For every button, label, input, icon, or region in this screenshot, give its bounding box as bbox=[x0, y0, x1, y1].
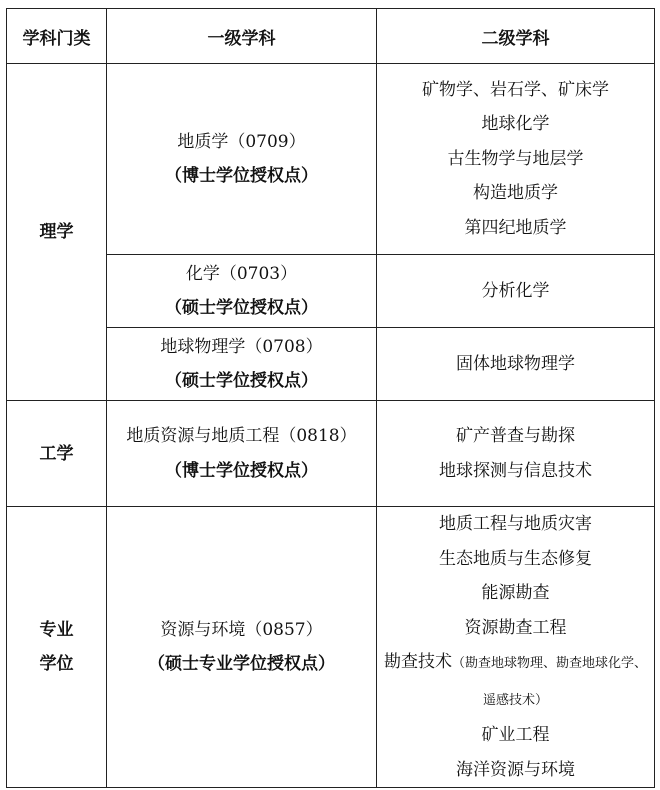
second-level-item: 地球探测与信息技术 bbox=[439, 460, 592, 481]
category-professional bbox=[7, 507, 107, 788]
second-level-item: 分析化学 bbox=[481, 280, 550, 301]
second-level-item-survey bbox=[377, 645, 654, 718]
table-row bbox=[7, 401, 655, 507]
first-level-name: 资源与环境（0857） bbox=[160, 619, 323, 640]
second-level-item: 能源勘查 bbox=[481, 583, 550, 603]
second-level-item: 矿产普查与勘探 bbox=[456, 426, 575, 446]
first-level-cell bbox=[107, 507, 377, 788]
second-level-item: 古生物学与地层学 bbox=[447, 148, 584, 169]
first-level-cell bbox=[107, 255, 377, 328]
second-level-cell bbox=[377, 255, 655, 328]
first-level-cell bbox=[107, 328, 377, 401]
second-level-item: 地质工程与地质灾害 bbox=[439, 514, 592, 534]
header-category: 学科门类 bbox=[7, 9, 107, 64]
first-level-name: 地球物理学（0708） bbox=[160, 336, 323, 357]
second-level-item: 固体地球物理学 bbox=[456, 353, 575, 374]
second-level-item: 资源勘查工程 bbox=[464, 617, 567, 638]
second-level-item: 地球化学 bbox=[481, 114, 550, 135]
first-level-name: 地质学（0709） bbox=[177, 131, 306, 152]
category-science: 理学 bbox=[7, 64, 107, 401]
category-engineering: 工学 bbox=[7, 401, 107, 507]
first-level-authorization: （硕士学位授权点） bbox=[165, 371, 318, 391]
second-level-item: 第四纪地质学 bbox=[464, 217, 567, 238]
second-level-cell bbox=[377, 507, 655, 788]
second-level-item: 构造地质学 bbox=[473, 183, 558, 204]
second-level-item: 生态地质与生态修复 bbox=[439, 548, 592, 569]
second-level-cell bbox=[377, 401, 655, 507]
first-level-authorization: （博士学位授权点） bbox=[165, 166, 318, 186]
table-row bbox=[7, 507, 655, 788]
survey-main: 勘查技术 bbox=[383, 652, 452, 672]
table-row bbox=[7, 64, 655, 255]
first-level-authorization: （博士学位授权点） bbox=[165, 460, 318, 481]
second-level-item: 海洋资源与环境 bbox=[456, 759, 575, 780]
first-level-cell bbox=[107, 401, 377, 507]
discipline-table bbox=[6, 8, 655, 788]
category-professional-line1: 专业 bbox=[39, 620, 74, 640]
header-row bbox=[7, 9, 655, 64]
first-level-authorization: （硕士学位授权点） bbox=[165, 298, 318, 318]
header-second-level: 二级学科 bbox=[377, 9, 655, 64]
header-first-level: 一级学科 bbox=[107, 9, 377, 64]
second-level-item: 矿物学、岩石学、矿床学 bbox=[422, 79, 609, 100]
second-level-cell bbox=[377, 64, 655, 255]
second-level-cell bbox=[377, 328, 655, 401]
first-level-authorization: （硕士专业学位授权点） bbox=[148, 654, 335, 674]
first-level-name: 化学（0703） bbox=[185, 263, 298, 284]
second-level-item: 矿业工程 bbox=[481, 725, 550, 745]
first-level-name: 地质资源与地质工程（0818） bbox=[126, 426, 357, 446]
category-professional-line2: 学位 bbox=[39, 654, 74, 674]
survey-note: （勘查地球物理、勘查地球化学、遥感技术） bbox=[451, 656, 647, 708]
first-level-cell bbox=[107, 64, 377, 255]
